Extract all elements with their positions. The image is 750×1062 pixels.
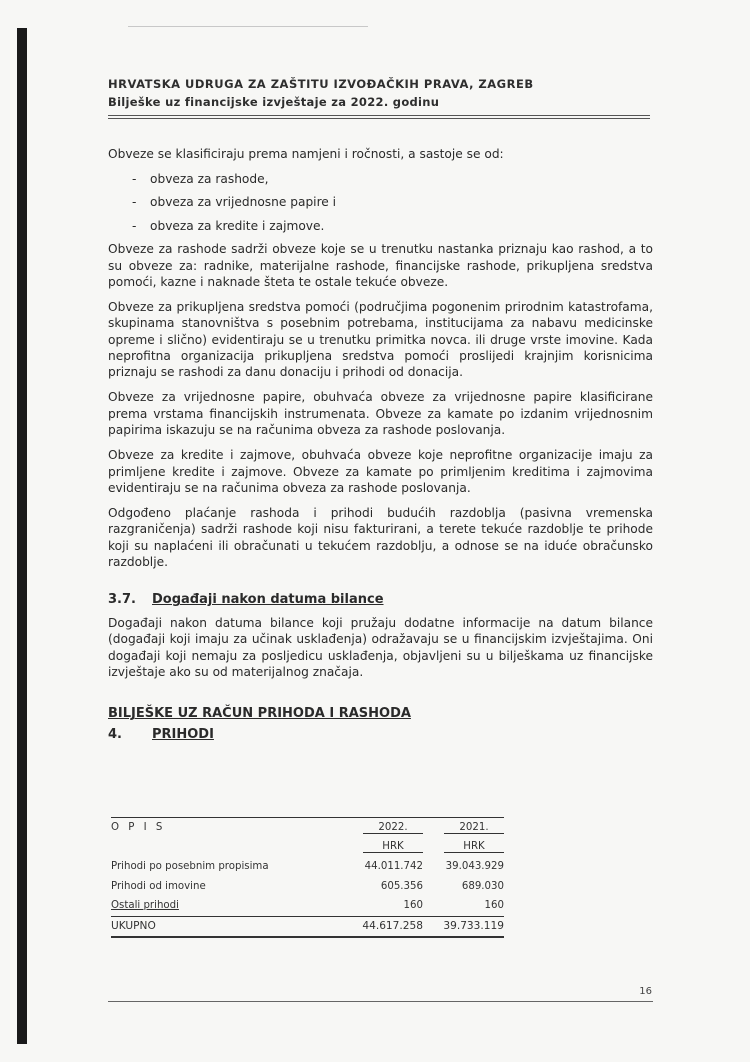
total-2022: 44.617.258 (333, 916, 429, 937)
column-header-2022: 2022. (363, 822, 423, 834)
paragraph-securities: Obveze za vrijednosne papire, obuhvaća obveze za vrijednosne papire klasificirane prema vrstama financijskih instrumenata. Obveze za kamate po izdanim vrijednosnim papirima iskazuju se na računima obveza za rashode poslovanja. (108, 390, 653, 438)
table-unit-row (111, 838, 504, 858)
section-3-7-text: Događaji nakon datuma bilance koji pružaju dodatne informacije na datum bilance (događaji koji imaju za učinak usklađenja) odražavaju se u financijskim izvještajima. Oni događaji koji nemaju za posljedicu usklađenja, objavljeni su u bilješkama uz financijske izvještaje ako su od materijalnog značaja. (108, 615, 653, 680)
document-body (108, 146, 653, 743)
paragraph-deferred: Odgođeno plaćanje rashoda i prihodi budućih razdoblja (pasivna vremenska razgraničenja) sadrži rashode koji nisu fakturirani, a terete tekuće razdoblje te prihode koji su naplaćeni ili obračunati u tekućem razdoblju, a odnose se na iduće obračunsko razdoblje. (108, 505, 653, 570)
unit-label: HRK (363, 841, 423, 853)
list-item: - obveza za rashode, (108, 171, 653, 187)
value-2022: 44.011.742 (364, 861, 423, 873)
list-item: - obveza za vrijednosne papire i (108, 194, 653, 210)
table-header-row (111, 818, 504, 838)
organization-name: HRVATSKA UDRUGA ZA ZAŠTITU IZVOĐAČKIH PRAVA, ZAGREB (108, 77, 534, 91)
column-header-description: O P I S (111, 818, 333, 838)
document-header (108, 77, 648, 109)
row-label: Ostali prihodi (111, 900, 179, 912)
top-divider (128, 26, 368, 27)
table-total-row (111, 916, 504, 937)
value-2021: 689.030 (461, 880, 504, 892)
notes-subheading (108, 727, 653, 743)
paragraph-aid: Obveze za prikupljena sredstva pomoći (područjima pogonenim prirodnim katastrofama, skupinama stanovništva s posebnim potrebama, institucijama za nabavu medicinske opreme i slično) evidentiraju se u trenutku primitka novca. ili druge vrste imovine. Kada neprofitna organizacija prikupljena sredstva pomoći proslijedi krajnjim korisnicima priznaju se rashodi za danu donaciju i prihodi od donacija. (108, 299, 653, 380)
notes-title: BILJEŠKE UZ RAČUN PRIHODA I RASHODA (108, 706, 411, 722)
section-title: Događaji nakon datuma bilance (152, 592, 384, 608)
total-2021: 39.733.119 (429, 916, 504, 937)
revenue-table (111, 817, 504, 938)
table-row (111, 857, 504, 877)
value-2021: 160 (429, 896, 504, 916)
intro-paragraph: Obveze se klasificiraju prema namjeni i ročnosti, a sastoje se od: (108, 147, 504, 161)
liabilities-list (108, 171, 653, 234)
value-2022: 605.356 (380, 880, 423, 892)
document-subtitle: Bilješke uz financijske izvještaje za 2022. godinu (108, 95, 440, 109)
value-2022: 160 (333, 896, 429, 916)
table-row (111, 896, 504, 916)
section-number: 3.7. (108, 592, 136, 608)
header-double-rule (108, 115, 650, 119)
value-2021: 39.043.929 (445, 861, 504, 873)
row-label: Prihodi po posebnim propisima (111, 861, 269, 873)
table-row (111, 877, 504, 897)
list-item: - obveza za kredite i zajmove. (108, 218, 653, 234)
page-number: 16 (639, 986, 652, 997)
footer-rule (108, 1001, 653, 1002)
paragraph-expenses: Obveze za rashode sadrži obveze koje se u trenutku nastanka priznaju kao rashod, a to su obveze za: radnike, materijalne rashode, financijske rashode, prikupljena sredstva pomoći, kazne i naknade šteta te ostale tekuće obveze. (108, 242, 653, 289)
total-label: UKUPNO (111, 916, 333, 937)
section-heading-3-7 (108, 592, 653, 608)
scan-edge (17, 28, 27, 1044)
row-label: Prihodi od imovine (111, 880, 206, 892)
notes-subtitle: PRIHODI (152, 726, 214, 742)
unit-label: HRK (444, 841, 504, 853)
paragraph-loans: Obveze za kredite i zajmove, obuhvaća obveze koje neprofitne organizacije imaju za primljene kredite i zajmove. Obveze za kamate po primljenim kreditima i zajmovima evidentiraju se na računima obveza za rashode poslovanja. (108, 448, 653, 495)
column-header-2021: 2021. (444, 822, 504, 834)
notes-number: 4. (108, 726, 122, 742)
